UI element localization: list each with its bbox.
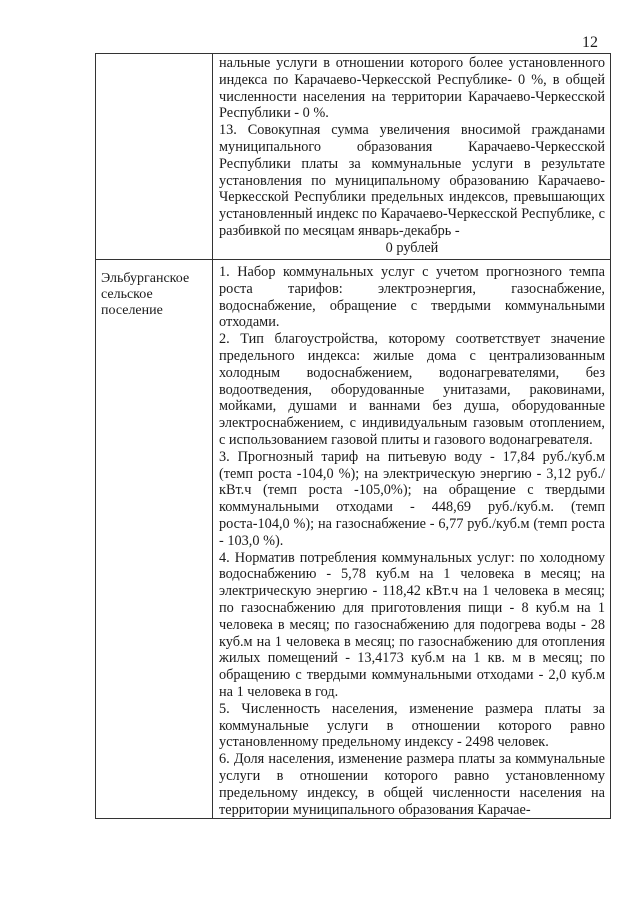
settlement-name: Эльбурганское сельское поселение xyxy=(101,271,190,318)
item-paragraph: нальные услуги в отношении которого более установленного индекса по Карачаево-Черкесской Республике- 0 %, в общей численности населения на территории Карачаево-Черкесской Республики - 0 %. xyxy=(219,55,605,122)
item-paragraph: 4. Норматив потребления коммунальных услуг: по холодному водоснабжению - 5,78 куб.м на 1 человека в месяц; на электрическую энергию - 118,42 кВт.ч на 1 человека в месяц; по газоснабжению для приготовления пищи - 8 куб.м на 1 человека в месяц; по газоснабжению для подогрева воды - 28 куб.м на 1 человека в месяц; по газоснабжению для отопления жилых помещений - 13,4173 куб.м на 1 кв. м в месяц; по обращению с твердыми коммунальными отходами - 2,0 куб.м на 1 человека в год. xyxy=(219,549,605,700)
item-paragraph: 3. Прогнозный тариф на питьевую воду - 17,84 руб./куб.м (темп роста -104,0 %); на электрическую энергию - 3,12 руб./кВт.ч (темп роста -105,0%); на обращение с твердыми коммунальными отходами - 448,69 руб./куб.м. (темп роста-104,0 %); на газоснабжение - 6,77 руб./куб.м (темп роста - 103,0 %). xyxy=(219,448,605,549)
details-cell xyxy=(213,260,611,819)
item-paragraph: 1. Набор коммунальных услуг с учетом прогнозного темпа роста тарифов: электроэнергия, газоснабжение, водоснабжение, обращение с твердыми коммунальными отходами. xyxy=(219,264,605,331)
item-paragraph: 6. Доля населения, изменение размера платы за коммунальные услуги в отношении которого равно установленному предельному индексу, в общей численности населения на территории муниципального образования Карачае- xyxy=(219,751,605,818)
item-paragraph: 0 рублей xyxy=(385,239,439,256)
settlement-name xyxy=(96,54,212,65)
page-number: 12 xyxy=(582,34,598,51)
item-paragraph: 13. Совокупная сумма увеличения вносимой гражданами муниципального образования Карачаево-Черкесской Республики платы за коммунальные услуги в результате установления по муниципальному образованию Карачаево-Черкесской Республики предельных индексов, превышающих установленный индекс по Карачаево-Черкесской Республике, с разбивкой по месяцам январь-декабрь - xyxy=(219,122,605,239)
settlement-cell xyxy=(96,54,213,260)
settlement-cell xyxy=(96,260,213,819)
item-paragraph: 5. Численность населения, изменение размера платы за коммунальные услуги в отношении которого равно установленному предельному индексу - 2498 человек. xyxy=(219,700,605,751)
item-paragraph: 2. Тип благоустройства, которому соответствует значение предельного индекса: жилые дома с централизованным холодным водоснабжением, водонагревателями, без водоотведения, оборудованные унитазами, раковинами, мойками, душами и ваннами без душа, оборудованные электроснабжением, с индивидуальным газовым отоплением, с использованием газовой плиты и газового водонагревателя. xyxy=(219,331,605,448)
table-row xyxy=(96,260,611,819)
table-row xyxy=(96,54,611,260)
index-table xyxy=(95,53,611,819)
details-cell xyxy=(213,54,611,260)
